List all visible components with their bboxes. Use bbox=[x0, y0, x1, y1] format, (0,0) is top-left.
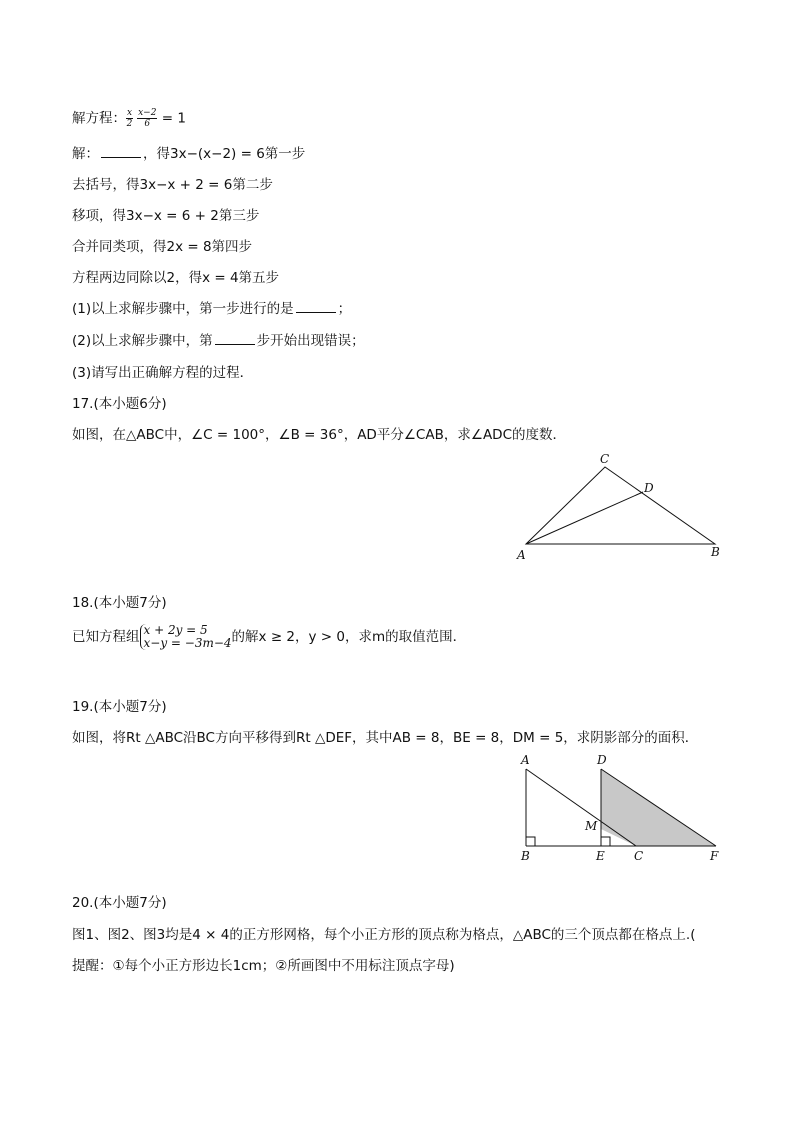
step-1: 解： ，得3x−(x−2) = 6第一步 bbox=[72, 146, 306, 162]
label-d: D bbox=[644, 481, 654, 495]
label-b: B bbox=[711, 545, 720, 559]
problem-20-text: 图1、图2、图3均是4 × 4的正方形网格，每个小正方形的顶点称为格点，△ABC的三个顶点都在格点上.( bbox=[72, 927, 696, 943]
fraction-x-minus-2-over-6: $\frac{x-2}{6}$ bbox=[138, 108, 157, 129]
problem-18-heading: 18.(本小题7分) bbox=[72, 595, 167, 611]
answer-blank[interactable] bbox=[296, 300, 336, 313]
label-a: A bbox=[521, 753, 530, 767]
problem-20-hint: 提醒：①每个小正方形边长1cm；②所画图中不用标注顶点字母) bbox=[72, 958, 455, 974]
translation-figure bbox=[510, 752, 740, 867]
problem-17-text: 如图，在△ABC中，∠C = 100°，∠B = 36°，AD平分∠CAB，求∠ADC的度数． bbox=[72, 427, 567, 443]
label-c: C bbox=[634, 849, 644, 863]
step-4: 合并同类项，得2x = 8第四步 bbox=[72, 239, 253, 255]
problem-20-heading: 20.(本小题7分) bbox=[72, 895, 167, 911]
triangle-abc-figure bbox=[510, 450, 740, 565]
label-a: A bbox=[517, 548, 526, 562]
label-f: F bbox=[710, 849, 719, 863]
equation-intro: 解方程： bbox=[72, 110, 126, 127]
step-5: 方程两边同除以2，得x = 4第五步 bbox=[72, 270, 280, 286]
label-c: C bbox=[600, 452, 610, 466]
question-3: (3)请写出正确解方程的过程． bbox=[72, 365, 254, 381]
step-3: 移项，得3x−x = 6 + 2第三步 bbox=[72, 208, 260, 224]
equation-system: x + 2y = 5 x−y = −3m−4 bbox=[140, 624, 232, 650]
problem-18-text: 已知方程组 x + 2y = 5 x−y = −3m−4 的解x ≥ 2，y > 0，求m的取值范围． bbox=[72, 623, 467, 650]
problem-19-heading: 19.(本小题7分) bbox=[72, 699, 167, 715]
problem-19-text: 如图，将Rt △ABC沿BC方向平移得到Rt △DEF，其中AB = 8，BE = 8，DM = 5，求阴影部分的面积． bbox=[72, 730, 699, 746]
label-d: D bbox=[597, 753, 607, 767]
equation-rhs: = 1 bbox=[161, 110, 186, 127]
equation-line bbox=[72, 108, 186, 129]
problem-17-heading: 17.(本小题6分) bbox=[72, 396, 167, 412]
answer-blank[interactable] bbox=[215, 332, 255, 345]
label-m: M bbox=[585, 819, 598, 833]
question-2: (2)以上求解步骤中，第 步开始出现错误； bbox=[72, 333, 365, 349]
label-e: E bbox=[596, 849, 605, 863]
label-b: B bbox=[521, 849, 530, 863]
question-1: (1)以上求解步骤中，第一步进行的是 ； bbox=[72, 301, 352, 317]
answer-blank[interactable] bbox=[101, 145, 141, 158]
step-2: 去括号，得3x−x + 2 = 6第二步 bbox=[72, 177, 273, 193]
fraction-x-over-2: $\frac{x}{2}$ bbox=[126, 108, 133, 129]
